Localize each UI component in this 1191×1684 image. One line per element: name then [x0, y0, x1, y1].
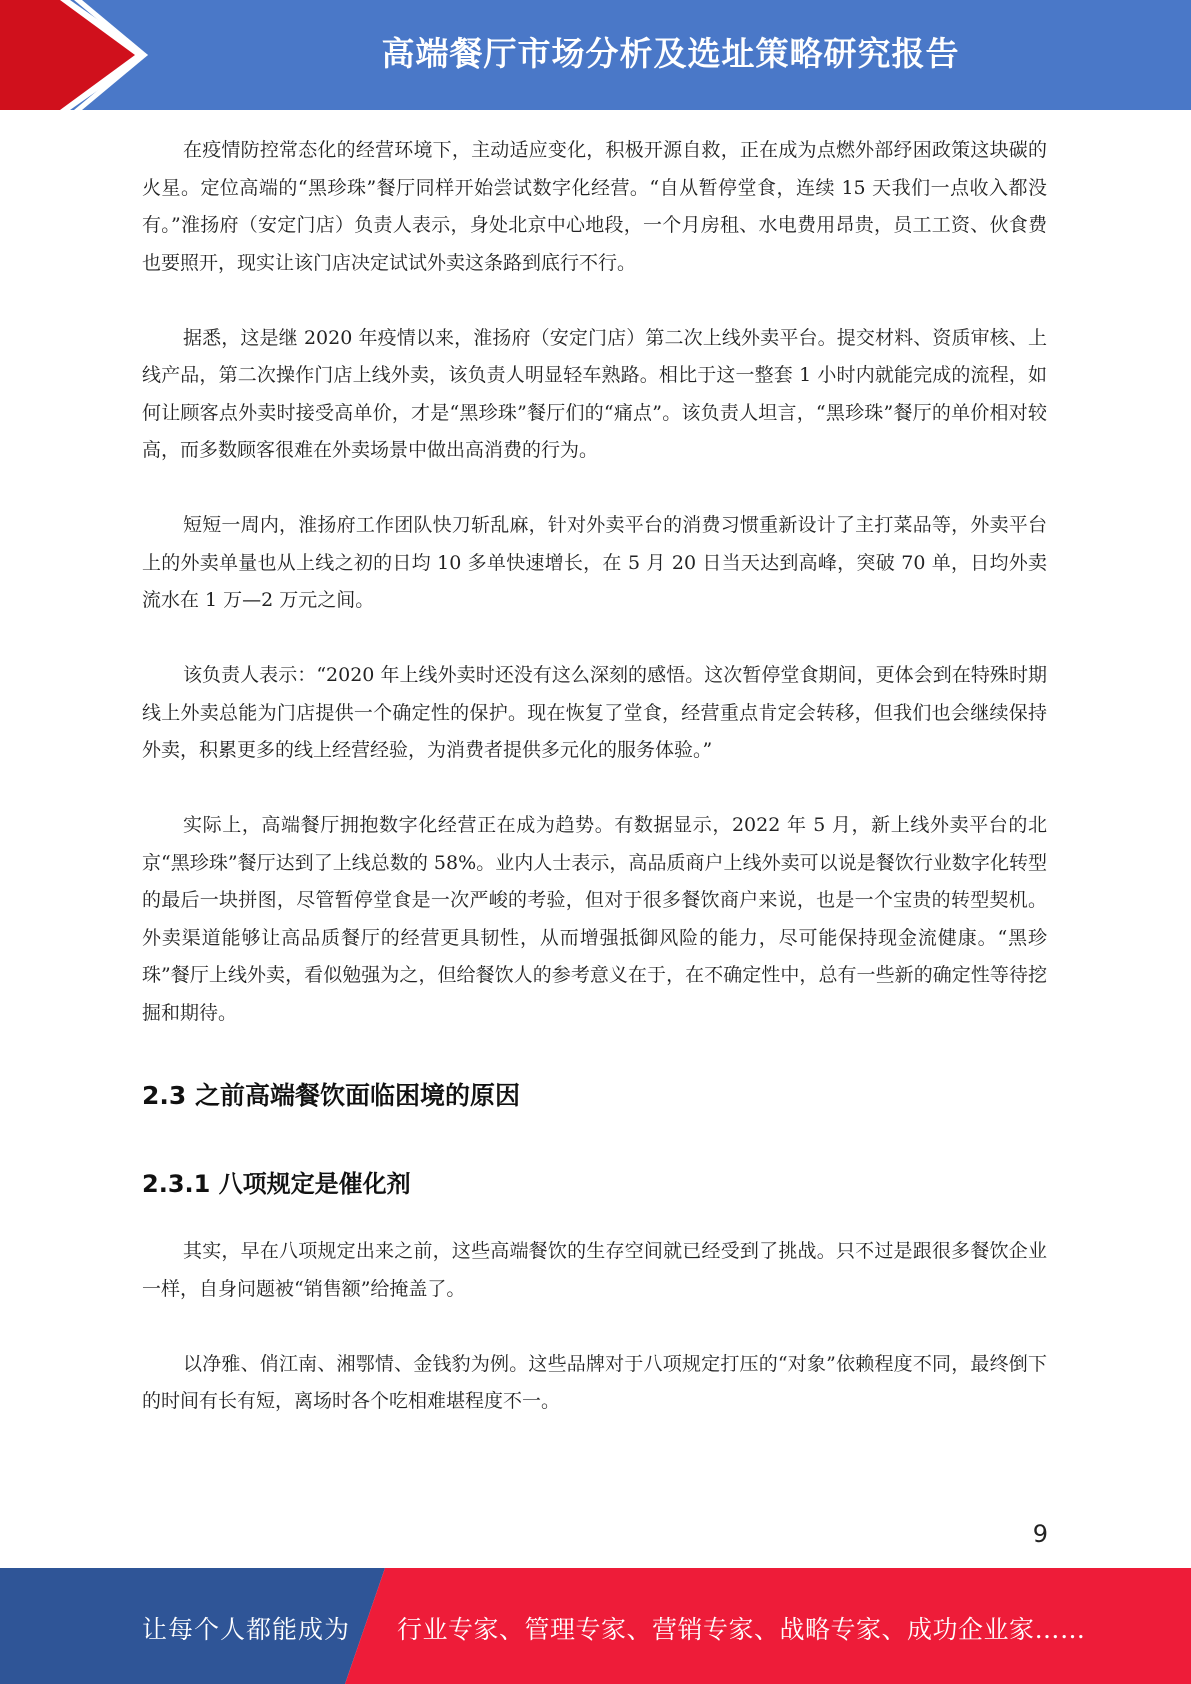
paragraph: 短短一周内，淮扬府工作团队快刀斩乱麻，针对外卖平台的消费习惯重新设计了主打菜品等，外卖平台上的外卖单量也从上线之初的日均 10 多单快速增长，在 5 月 20 日当天达到高峰，突破 70 单，日均外卖流水在 1 万—2 万元之间。 — [142, 514, 1047, 611]
page-content — [142, 132, 1047, 1458]
paragraph: 实际上，高端餐厅拥抱数字化经营正在成为趋势。有数据显示，2022 年 5 月，新上线外卖平台的北京“黑珍珠”餐厅达到了上线总数的 58%。业内人士表示，高品质商户上线外卖可以说是餐饮行业数字化转型的最后一块拼图，尽管暂停堂食是一次严峻的考验，但对于很多餐饮商户来说，也是一个宝贵的转型契机。外卖渠道能够让高品质餐厅的经营更具韧性，从而增强抵御风险的能力，尽可能保持现金流健康。“黑珍珠”餐厅上线外卖，看似勉强为之，但给餐饮人的参考意义在于，在不确定性中，总有一些新的确定性等待挖掘和期待。 — [142, 814, 1047, 1024]
header-chevron-decoration — [0, 0, 160, 110]
footer-slogan-left: 让每个人都能成为 — [142, 1615, 351, 1644]
paragraph: 该负责人表示：“2020 年上线外卖时还没有这么深刻的感悟。这次暂停堂食期间，更体会到在特殊时期线上外卖总能为门店提供一个确定性的保护。现在恢复了堂食，经营重点肯定会转移，但我们也会继续保持外卖，积累更多的线上经营经验，为消费者提供多元化的服务体验。” — [142, 664, 1047, 761]
paragraph: 其实，早在八项规定出来之前，这些高端餐饮的生存空间就已经受到了挑战。只不过是跟很多餐饮企业一样，自身问题被“销售额”给掩盖了。 — [142, 1240, 1047, 1300]
footer-slogan-right: 行业专家、管理专家、营销专家、战略专家、成功企业家…… — [397, 1615, 1086, 1644]
paragraph: 以净雅、俏江南、湘鄂情、金钱豹为例。这些品牌对于八项规定打压的“对象”依赖程度不同，最终倒下的时间有长有短，离场时各个吃相难堪程度不一。 — [142, 1352, 1047, 1412]
subsection-heading: 2.3.1 八项规定是催化剂 — [142, 1170, 411, 1198]
report-title: 高端餐厅市场分析及选址策略研究报告 — [381, 34, 960, 73]
paragraph: 据悉，这是继 2020 年疫情以来，淮扬府（安定门店）第二次上线外卖平台。提交材料、资质审核、上线产品，第二次操作门店上线外卖，该负责人明显轻车熟路。相比于这一整套 1 小时内就能完成的流程，如何让顾客点外卖时接受高单价，才是“黑珍珠”餐厅们的“痛点”。该负责人坦言，“黑珍珠”餐厅的单价相对较高，而多数顾客很难在外卖场景中做出高消费的行为。 — [142, 326, 1047, 461]
paragraph: 在疫情防控常态化的经营环境下，主动适应变化，积极开源自救，正在成为点燃外部纾困政策这块碳的火星。定位高端的“黑珍珠”餐厅同样开始尝试数字化经营。“自从暂停堂食，连续 15 天我们一点收入都没有。”淮扬府（安定门店）负责人表示，身处北京中心地段，一个月房租、水电费用昂贵，员工工资、伙食费也要照开，现实让该门店决定试试外卖这条路到底行不行。 — [142, 139, 1047, 274]
section-heading: 2.3 之前高端餐饮面临困境的原因 — [142, 1081, 520, 1110]
page-number: 9 — [1032, 1520, 1048, 1548]
page-footer — [0, 1568, 1191, 1684]
page-header — [0, 0, 1191, 110]
